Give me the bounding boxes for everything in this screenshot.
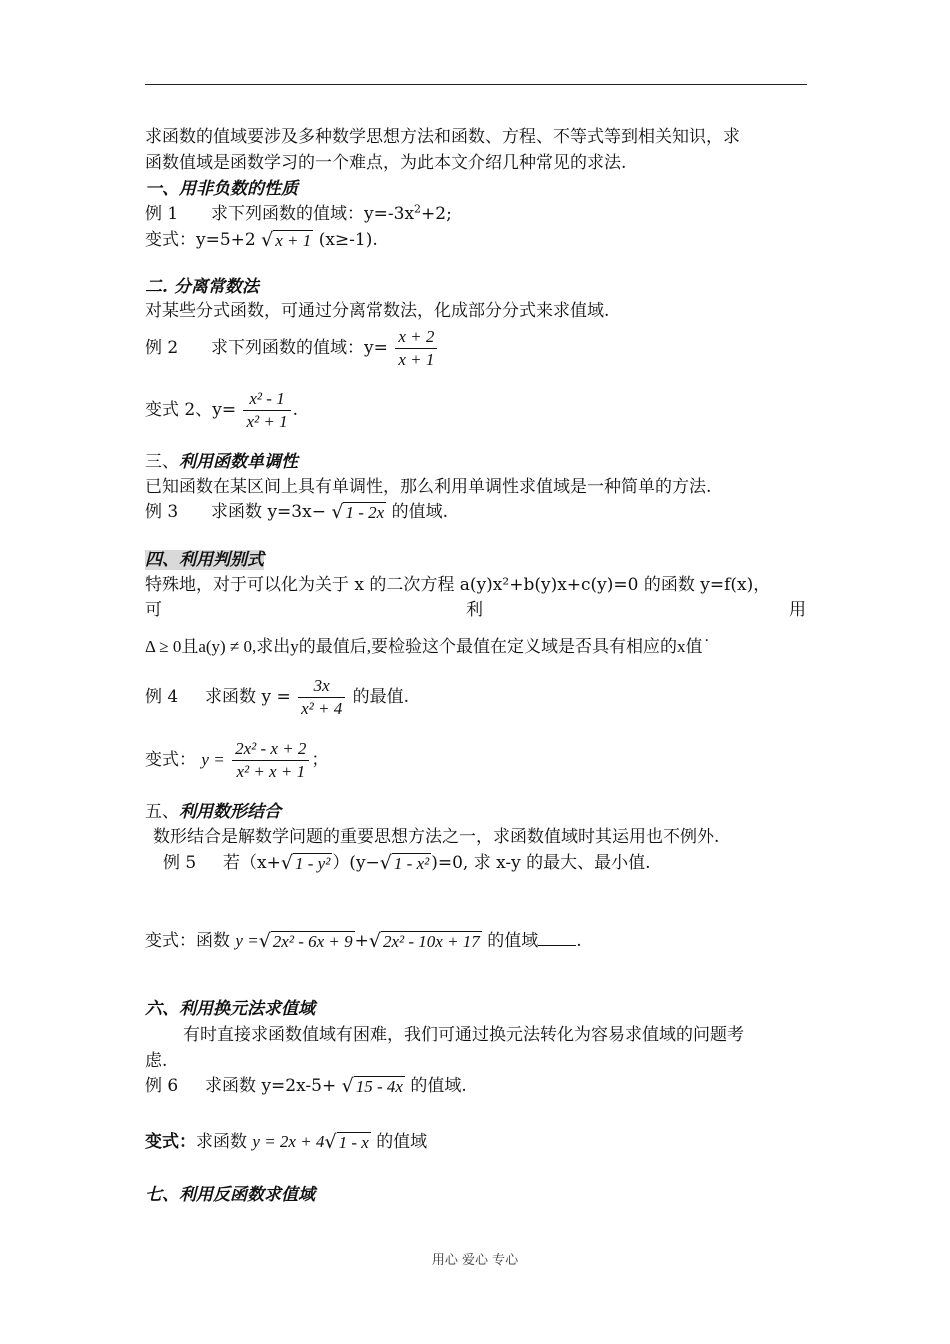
example-3-radicand: 1 - 2x (345, 503, 385, 522)
example-5-sqrt-1: √ 1 - y² (280, 852, 331, 874)
section-4-desc-1: 特殊地，对于可以化为关于 x 的二次方程 a(y)x²+b(y)x+c(y)=0 的函数 y=f(x)， (145, 575, 771, 595)
example-2-label: 例 2 (145, 338, 179, 358)
variant-5-radicand-1: 2x² - 6x + 9 (272, 932, 353, 951)
section-4-condition: Δ ≥ 0且a(y) ≠ 0,求出y的最值后,要检验这个最值在定义域是否具有相应的x值 (145, 637, 703, 656)
variant-5 (145, 930, 582, 953)
example-3-label: 例 3 (145, 502, 179, 522)
variant-4-label: 变式： (145, 750, 196, 770)
example-3 (145, 501, 448, 524)
variant-4-denominator: x² + x + 1 (236, 762, 306, 781)
variant-6-sqrt: √ 1 - x (324, 1131, 369, 1153)
variant-5-label: 变式：函数 (145, 931, 230, 951)
section-6-desc-1: 有时直接求函数值域有困难，我们可通过换元法转化为容易求值域的问题考 (183, 1025, 744, 1045)
example-5-radicand-1: 1 - y² (295, 854, 331, 873)
example-4-text: 求函数 y = (205, 687, 291, 707)
page-footer: 用心 爱心 专心 (431, 1253, 519, 1268)
variant-2-fraction (243, 388, 290, 433)
example-5-sqrt-2: √ 1 - x² (379, 852, 430, 874)
variant-5-sqrt-1: √ 2x² - 6x + 9 (258, 930, 353, 952)
section-4-desc-2a: 可 (145, 600, 162, 620)
example-4-fraction (298, 675, 345, 720)
example-1 (145, 203, 452, 225)
variant-4-fraction (232, 738, 309, 783)
section-3-heading (145, 451, 298, 473)
section-4-desc-3-tail: ˙ (702, 637, 712, 657)
variant-2 (145, 388, 298, 433)
section-4-desc-3 (145, 636, 711, 658)
example-5-radicand-2: 1 - x² (393, 854, 430, 873)
variant-6-radicand: 1 - x (338, 1133, 369, 1152)
example-4-denominator: x² + 4 (301, 699, 343, 718)
example-2-denominator: x + 1 (398, 350, 435, 369)
example-4-tail: 的最值. (352, 687, 410, 707)
example-2-text: 求下列函数的值域：y= (211, 338, 388, 358)
example-6-radicand: 15 - 4x (355, 1077, 403, 1096)
example-5 (163, 852, 651, 875)
variant-5-plus: + (354, 931, 369, 951)
variant-4-tail: ； (311, 750, 329, 770)
section-3-prefix: 三、 (145, 452, 179, 472)
section-4-desc-2b: 利 (466, 600, 483, 620)
variant-4-numerator: 2x² - x + 2 (232, 738, 309, 761)
section-5-heading (145, 801, 281, 823)
section-6-heading: 六、利用换元法求值域 (145, 999, 315, 1019)
example-3-sqrt: √ 1 - 2x (331, 501, 385, 523)
example-6-sqrt: √ 15 - 4x (341, 1075, 403, 1097)
example-4 (145, 675, 409, 720)
variant-6-expression: y = 2x + 4 (252, 1132, 325, 1151)
example-2 (145, 326, 439, 371)
header-rule (145, 84, 807, 85)
example-1-label: 例 1 (145, 204, 179, 224)
example-4-label: 例 4 (145, 687, 179, 707)
variant-5-tail: 的值域 (487, 931, 539, 951)
variant-5-sqrt-2: √ 2x² - 10x + 17 (368, 930, 480, 952)
example-4-numerator: 3x (298, 675, 345, 698)
example-6-label: 例 6 (145, 1076, 179, 1096)
example-2-fraction (395, 326, 437, 371)
section-6-desc-2: 虑. (145, 1051, 168, 1071)
example-2-numerator: x + 2 (395, 326, 437, 349)
section-5-title: 利用数形结合 (179, 802, 281, 822)
variant-1-radicand: x + 1 (275, 231, 312, 250)
variant-6-label: 变式： (145, 1132, 196, 1152)
example-5-label: 例 5 (163, 853, 197, 873)
variant-1-sqrt: √ x + 1 (261, 229, 312, 251)
variant-1-label: 变式：y=5+2 (145, 230, 256, 250)
section-4-title: 四、利用判别式 (145, 550, 264, 570)
section-3-desc: 已知函数在某区间上具有单调性，那么利用单调性求值域是一种简单的方法. (145, 477, 712, 497)
variant-2-label: 变式 2、y= (145, 400, 237, 420)
section-4-desc-2c: 用 (789, 600, 806, 620)
variant-4-y: y = (201, 750, 225, 769)
variant-4 (145, 738, 328, 783)
example-1-sup: 2 (414, 202, 422, 216)
variant-6 (145, 1131, 427, 1154)
example-3-tail: 的值域. (391, 502, 448, 522)
example-5-part-c: )=0, 求 x-y 的最大、最小值. (431, 853, 651, 873)
variant-2-numerator: x² - 1 (243, 388, 290, 411)
variant-1-tail: (x≥-1). (318, 230, 378, 250)
example-1-tail: +2; (421, 204, 452, 224)
section-2-desc: 对某些分式函数，可通过分离常数法，化成部分分式来求值域. (145, 301, 610, 321)
section-7-heading: 七、利用反函数求值域 (145, 1185, 315, 1205)
example-3-text: 求函数 y=3x− (211, 502, 326, 522)
variant-5-radicand-2: 2x² - 10x + 17 (382, 932, 480, 951)
variant-5-end: . (576, 931, 582, 951)
intro-line-1: 求函数的值域要涉及多种数学思想方法和函数、方程、不等式等到相关知识，求 (145, 127, 740, 147)
example-1-text: 求下列函数的值域：y=-3x (211, 204, 415, 224)
variant-2-denominator: x² + 1 (246, 412, 288, 431)
variant-6-text: 求函数 (196, 1132, 247, 1152)
variant-2-tail: . (292, 400, 299, 420)
section-4-heading (145, 549, 264, 571)
variant-6-tail: 的值域 (376, 1132, 428, 1152)
variant-1 (145, 229, 378, 252)
variant-5-y: y = (235, 931, 259, 950)
section-2-heading: 二. 分离常数法 (145, 277, 259, 297)
example-6-tail: 的值域. (410, 1076, 467, 1096)
intro-line-2: 函数值域是函数学习的一个难点，为此本文介绍几种常见的求法. (145, 153, 627, 173)
example-5-part-b: ）(y− (332, 853, 380, 873)
example-5-part-a: 若（x+ (223, 853, 281, 873)
section-5-desc: 数形结合是解数学问题的重要思想方法之一，求函数值域时其运用也不例外. (153, 827, 720, 847)
section-1-heading: 一、用非负数的性质 (145, 179, 298, 199)
example-6-text: 求函数 y=2x-5+ (205, 1076, 337, 1096)
variant-5-answer-blank[interactable] (538, 931, 576, 946)
section-3-title: 利用函数单调性 (179, 452, 298, 472)
section-5-prefix: 五、 (145, 802, 179, 822)
example-6 (145, 1075, 467, 1098)
